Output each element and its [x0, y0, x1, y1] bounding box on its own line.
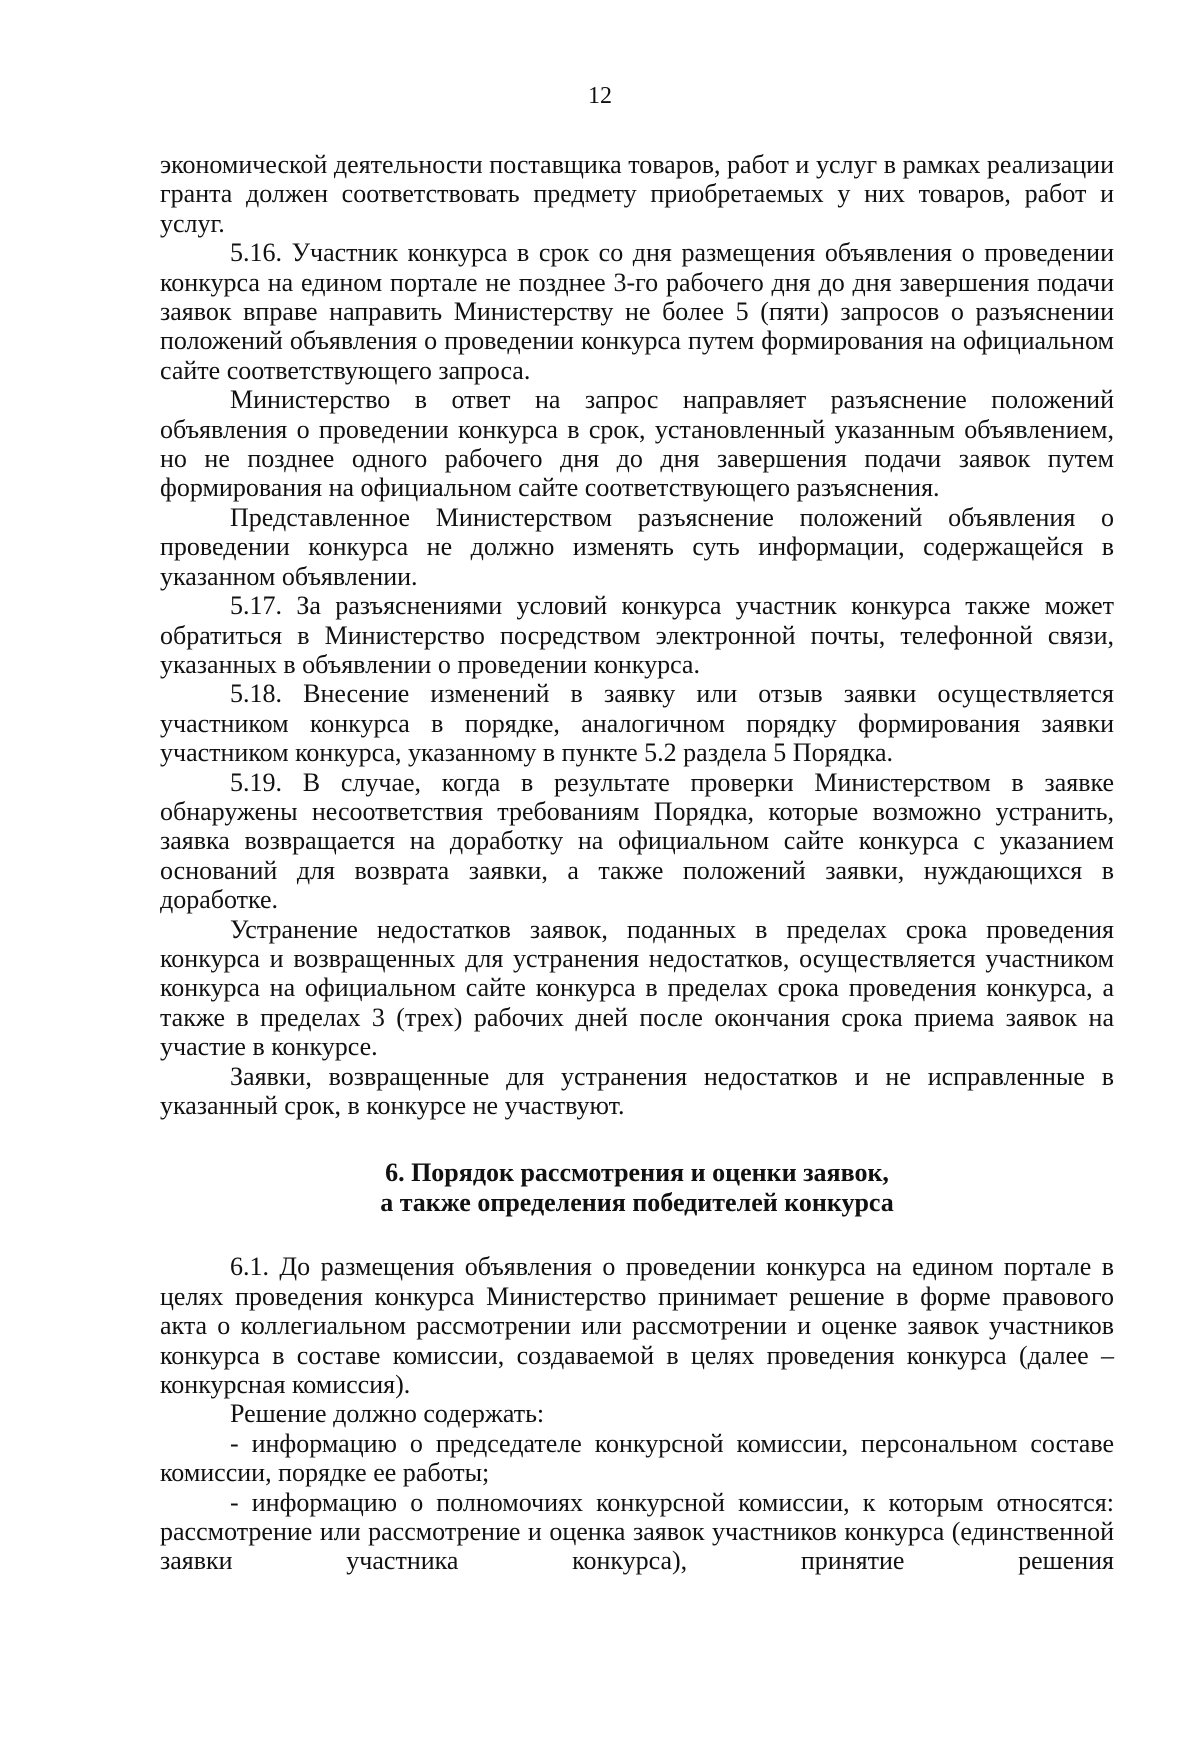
section-title-line-2: а также определения победителей конкурса [380, 1188, 894, 1218]
paragraph-5-17: 5.17. За разъяснениями условий конкурса участник конкурса также может обратиться в Министерство посредством электронной почты, телефонной связи, указанных в объявлении о проведении конкурса. [160, 591, 1114, 679]
paragraph-returned-applications: Заявки, возвращенные для устранения недостатков и не исправленные в указанный срок, в конкурсе не участвуют. [160, 1061, 1114, 1120]
paragraph-deficiency-correction: Устранение недостатков заявок, поданных в пределах срока проведения конкурса и возвращенных для устранения недостатков, осуществляется участником конкурса на официальном сайте конкурса в пределах срока проведения конкурса, а также в пределах 3 (трех) рабочих дней после окончания срока приема заявок на участие в конкурсе. [160, 914, 1114, 1062]
list-item-commission-powers: - информацию о полномочиях конкурсной комиссии, к которым относятся: рассмотрение или рассмотрение и оценка заявок участников конкурса (единственной заявки участника конкурса), принятие решения [160, 1487, 1114, 1576]
page-number: 12 [588, 83, 612, 109]
paragraph-decision-contents: Решение должно содержать: [230, 1399, 545, 1429]
paragraph-5-16: 5.16. Участник конкурса в срок со дня размещения объявления о проведении конкурса на едином портале не позднее 3-го рабочего дня до дня завершения подачи заявок вправе направить Министерству не более 5 (пяти) запросов о разъяснении положений объявления о проведении конкурса путем формирования на официальном сайте соответствующего запроса. [160, 238, 1114, 385]
document-body [160, 150, 1114, 1576]
paragraph-continuation: экономической деятельности поставщика товаров, работ и услуг в рамках реализации гранта должен соответствовать предмету приобретаемых у них товаров, работ и услуг. [160, 150, 1114, 238]
section-6-heading [160, 1158, 1114, 1218]
paragraph-6-1: 6.1. До размещения объявления о проведении конкурса на едином портале в целях проведения конкурса Министерство принимает решение в форме правового акта о коллегиальном рассмотрении или рассмотрении и оценке заявок участников конкурса в составе комиссии, создаваемой в целях проведения конкурса (далее – конкурсная комиссия). [160, 1252, 1114, 1400]
paragraph-ministry-response: Министерство в ответ на запрос направляет разъяснение положений объявления о проведении конкурса в срок, установленный указанным объявлением, но не позднее одного рабочего дня до дня завершения подачи заявок путем формирования на официальном сайте соответствующего разъяснения. [160, 385, 1114, 503]
paragraph-5-19: 5.19. В случае, когда в результате проверки Министерством в заявке обнаружены несоответствия требованиям Порядка, которые возможно устранить, заявка возвращается на доработку на официальном сайте конкурса с указанием оснований для возврата заявки, а также положений заявки, нуждающихся в доработке. [160, 767, 1114, 915]
paragraph-clarification-limits: Представленное Министерством разъяснение положений объявления о проведении конкурса не должно изменять суть информации, содержащейся в указанном объявлении. [160, 502, 1114, 591]
section-title-line-1: 6. Порядок рассмотрения и оценки заявок, [385, 1158, 889, 1188]
list-item-chairman-info: - информацию о председателе конкурсной комиссии, персональном составе комиссии, порядке ее работы; [160, 1428, 1114, 1488]
paragraph-5-18: 5.18. Внесение изменений в заявку или отзыв заявки осуществляется участником конкурса в порядке, аналогичном порядку формирования заявки участником конкурса, указанному в пункте 5.2 раздела 5 Порядка. [160, 679, 1114, 768]
